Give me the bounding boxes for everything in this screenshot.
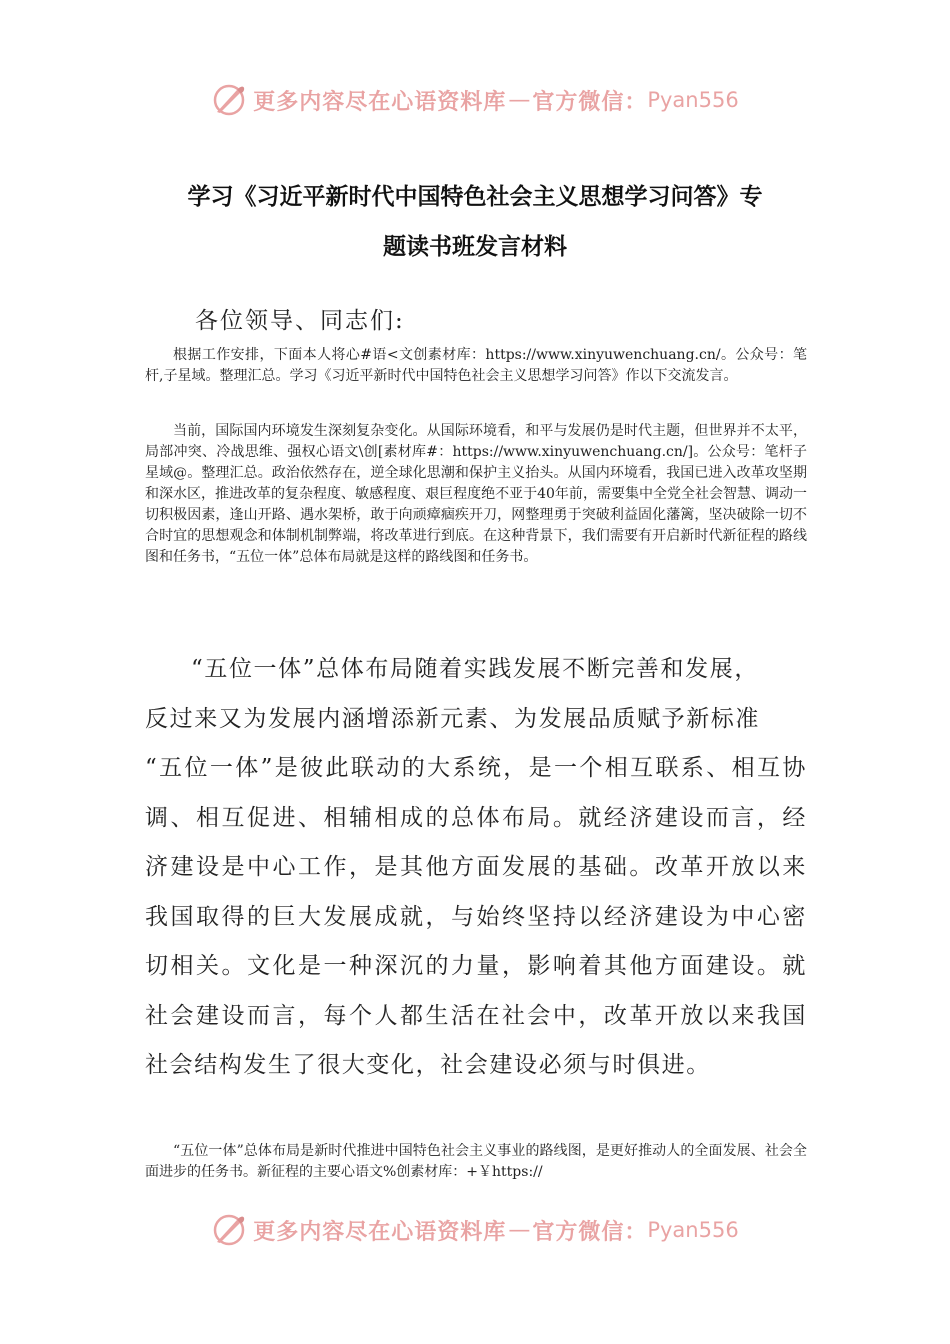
- document-title: [145, 172, 805, 272]
- watermark-banner-top: [0, 78, 950, 122]
- paragraph-roadmap: “五位一体”总体布局是新时代推进中国特色社会主义事业的路线图，是更好推动人的全面发展、社会全面进步的任务书。新征程的主要心语文%创素材库：+￥https://: [145, 1143, 807, 1180]
- watermark-text: 更多内容尽在心语资料库: [253, 1218, 507, 1245]
- paragraph-five-in-one: [145, 645, 807, 1091]
- paragraph-intro: 根据工作安排，下面本人将心#语<文创素材库：https://www.xinyuwenchuang.cn/。公众号：笔杆,子星域。整理汇总。学习《习近平新时代中国特色社会主义思想学习问答》作以下交流发言。: [145, 347, 807, 384]
- paragraph-context: 当前，国际国内环境发生深刻复杂变化。从国际环境看，和平与发展仍是时代主题，但世界并不太平，局部冲突、冷战思维、强权心语文\创[素材库#：https://www.xinyuwenchuang.cn/]。公众号：笔杆子星域@。整理汇总。政治依然存在，逆全球化思潮和保护主义抬头。从国内环境看，我国已进入改革攻坚期和深水区，推进改革的复杂程度、敏感程度、艰巨程度绝不亚于40年前，需要集中全党全社会智慧、调动一切积极因素，逢山开路、遇水架桥，敢于向顽瘴痼疾开刀，网整理勇于突破利益固化藩篱，坚决破除一切不合时宜的思想观念和体制机制弊端，将改革进行到底。在这种背景下，我们需要有开启新时代新征程的路线图和任务书，“五位一体”总体布局就是这样的路线图和任务书。: [145, 423, 807, 565]
- paragraph-five-in-one-line-2: 反过来又为发展内涵增添新元素、为发展品质赋予新标准: [145, 705, 760, 732]
- paragraph-five-in-one-line-1: “五位一体”总体布局随着实践发展不断完善和发展，: [191, 656, 759, 682]
- watermark-handle: Pyan556: [647, 88, 739, 112]
- watermark-text: 更多内容尽在心语资料库: [253, 88, 507, 115]
- title-line-1: 学习《习近平新时代中国特色社会主义思想学习问答》专: [187, 184, 763, 210]
- watermark-separator: —: [508, 1217, 531, 1243]
- watermark-official: 官方微信：: [532, 88, 648, 115]
- quill-logo-icon: [211, 1212, 247, 1248]
- quill-logo-icon: [211, 82, 247, 118]
- watermark-official: 官方微信：: [532, 1218, 648, 1245]
- greeting: 各位领导、同志们:: [195, 308, 405, 334]
- paragraph-five-in-one-body: “五位一体”是彼此联动的大系统，是一个相互联系、相互协调、相互促进、相辅相成的总体布局。就经济建设而言，经济建设是中心工作，是其他方面发展的基础。改革开放以来我国取得的巨大发展成就，与始终坚持以经济建设为中心密切相关。文化是一种深沉的力量，影响着其他方面建设。就社会建设而言，每个人都生活在社会中，改革开放以来我国社会结构发生了很大变化，社会建设必须与时俱进。: [145, 755, 807, 1078]
- watermark-handle: Pyan556: [647, 1218, 739, 1242]
- watermark-separator: —: [508, 87, 531, 113]
- title-line-2: 题读书班发言材料: [383, 234, 567, 260]
- watermark-banner-bottom: [0, 1208, 950, 1252]
